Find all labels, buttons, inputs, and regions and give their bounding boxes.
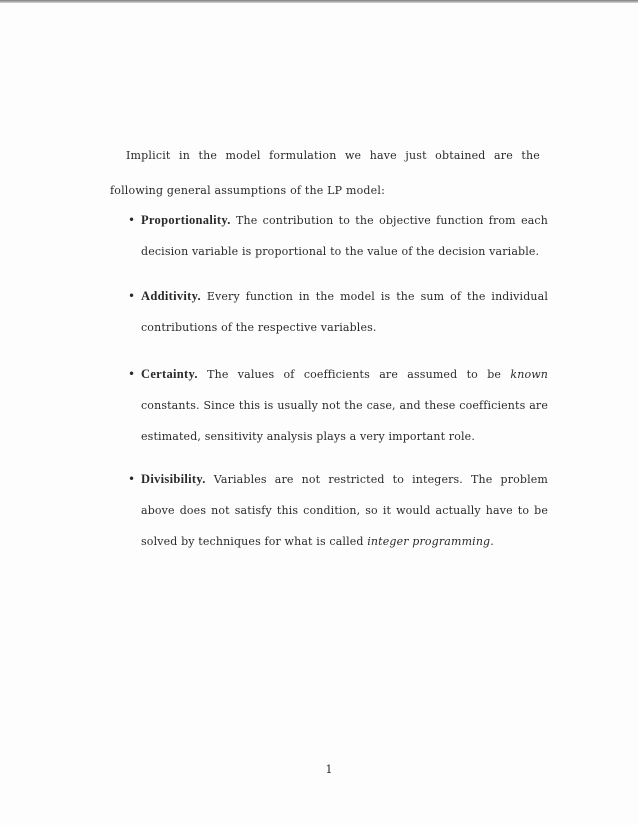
bullet-icon: • bbox=[128, 289, 136, 303]
assumption-term: Additivity. bbox=[141, 289, 201, 303]
assumptions-list bbox=[128, 205, 548, 557]
assumption-text: The contribution to the objective function from each decision variable is proportional to the value of the decision variable. bbox=[141, 214, 548, 258]
assumption-text-continued: . bbox=[490, 535, 494, 548]
assumption-text: Every function in the model is the sum of the individual contributions of the respective variables. bbox=[141, 290, 548, 334]
intro-paragraph: Implicit in the model formulation we have just obtained are the following general assumptions of the LP model: bbox=[110, 149, 540, 197]
assumption-text-continued: constants. Since this is usually not the case, and these coefficients are estimated, sensitivity analysis plays a very important role. bbox=[141, 399, 548, 443]
page-number: 1 bbox=[325, 763, 333, 776]
assumption-emphasis: known bbox=[510, 368, 549, 381]
bullet-icon: • bbox=[128, 367, 136, 381]
bullet-icon: • bbox=[128, 472, 136, 486]
bullet-icon: • bbox=[128, 213, 136, 227]
assumption-additivity bbox=[128, 281, 548, 343]
assumption-text: The values of coefficients are assumed to be bbox=[207, 368, 502, 381]
assumption-term: Proportionality. bbox=[141, 213, 231, 227]
assumption-divisibility bbox=[128, 464, 548, 557]
assumption-emphasis: integer programming bbox=[367, 535, 491, 548]
assumption-text: Variables are not restricted to integers. The problem above does not satisfy this condition, so it would actually have to be solved by techniques for what is called bbox=[141, 473, 548, 548]
assumption-term: Certainty. bbox=[141, 367, 198, 381]
scan-edge bbox=[0, 0, 638, 3]
assumption-proportionality bbox=[128, 205, 548, 267]
assumption-certainty bbox=[128, 359, 548, 452]
assumption-term: Divisibility. bbox=[141, 472, 206, 486]
